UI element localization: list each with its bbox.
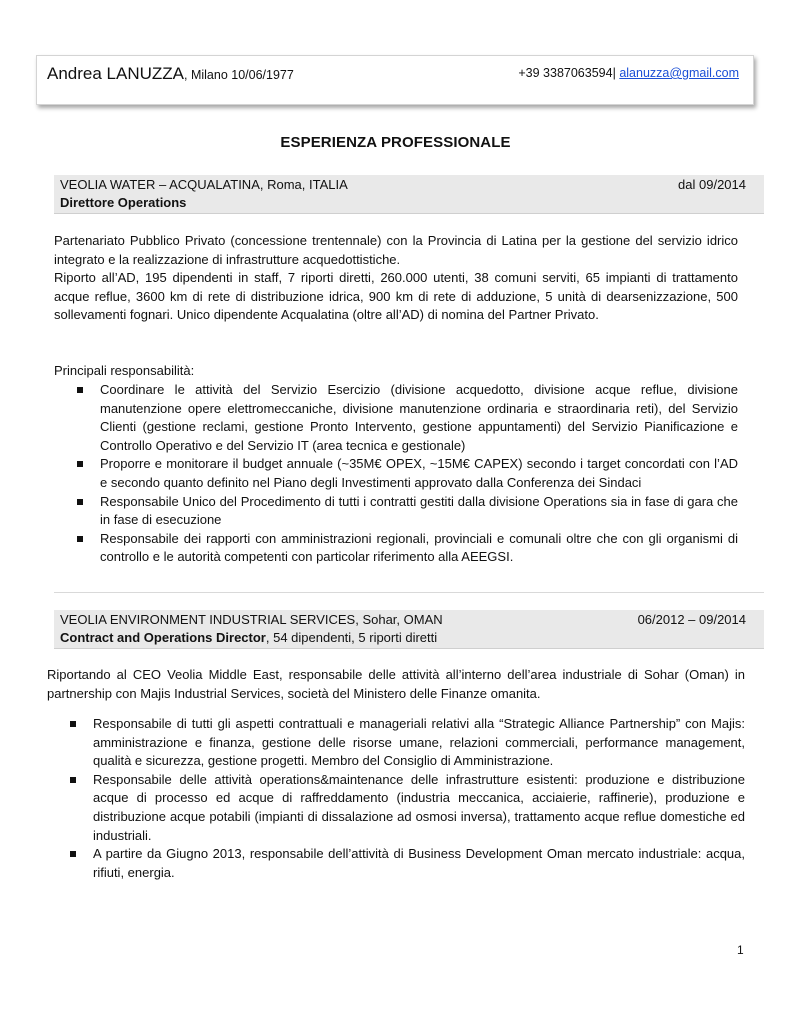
responsibilities-list [100, 381, 738, 567]
contact-info [518, 66, 739, 80]
responsibilities-label: Principali responsabilità: [54, 363, 195, 378]
list-item-text: Responsabile Unico del Procedimento di tutti i contratti gestiti dalla divisione Operations sia in fase di gara che in fase di esecuzione [100, 493, 738, 528]
list-item [100, 381, 738, 455]
bullet-square-icon [77, 499, 83, 505]
phone-number: +39 3387063594| [518, 66, 616, 80]
list-item-text: Coordinare le attività del Servizio Esercizio (divisione acquedotto, divisione acque reflue, divisione manutenzione opere elettromeccaniche, divisione manutenzione ordinaria e straordinaria reti), del Servizio Clienti (gestione reclami, gestione Pronto Intervento, gestione appuntamenti) del Servizio Pianificazione e Controllo Operativo e del Servizio IT (area tecnica e gestionale) [100, 382, 738, 453]
job-company: VEOLIA WATER – ACQUALATINA, Roma, ITALIA [60, 177, 348, 192]
header-name-line [47, 64, 294, 84]
bullet-square-icon [70, 721, 76, 727]
list-item-text: Responsabile delle attività operations&maintenance delle infrastrutture esistenti: produzione e distribuzione acque di processo ed acque di raffreddamento (industria meccanica, acciaierie, raffinerie), produzione e distribuzione acque potabili (impianti di dissalazione ad osmosi inversa), trattamento acque reflue domestiche ed industriali. [93, 771, 745, 843]
header-box [36, 55, 754, 105]
list-item [100, 493, 738, 530]
bullet-square-icon [77, 536, 83, 542]
candidate-name: Andrea LANUZZA [47, 64, 184, 83]
job-dates: dal 09/2014 [678, 177, 746, 192]
list-item-text: Proporre e monitorare il budget annuale (~35M€ OPEX, ~15M€ CAPEX) secondo i target concordati con l’AD e secondo quanto definito nel Piano degli Investimenti approvato dalla Conferenza dei Sindaci [100, 456, 738, 490]
job-company: VEOLIA ENVIRONMENT INDUSTRIAL SERVICES, Sohar, OMAN [60, 612, 443, 627]
job-role: Direttore Operations [60, 195, 187, 210]
responsibilities-list [93, 715, 745, 882]
job-header [54, 175, 764, 214]
list-item [93, 771, 745, 845]
list-item [93, 845, 745, 882]
bullet-square-icon [77, 387, 83, 393]
job-intro: Riportando al CEO Veolia Middle East, responsabile delle attività all’interno dell’area industriale di Sohar (Oman) in partnership con Majis Industrial Services, società del Ministero delle Finanze omanita. [47, 667, 745, 701]
list-item [93, 715, 745, 771]
email-link[interactable]: alanuzza@gmail.com [619, 66, 739, 80]
job-dates: 06/2012 – 09/2014 [637, 612, 746, 627]
job-header [54, 610, 764, 649]
bullet-square-icon [70, 777, 76, 783]
job-intro-details: Riporto all’AD, 195 dipendenti in staff, 7 riporti diretti, 260.000 utenti, 38 comuni serviti, 65 impianti di trattamento acque reflue, 3600 km di rete di distribuzione idrica, 900 km di rete di adduzione, 5 unità di dearsenizzazione, 500 sollevamenti fognari. Unico dipendente Acqualatina (oltre all’AD) di nomina del Partner Privato. [54, 270, 738, 323]
job-role-suffix: , 54 dipendenti, 5 riporti diretti [265, 630, 438, 645]
page-number: 1 [737, 943, 744, 957]
list-item-text: Responsabile dei rapporti con amministrazioni regionali, provinciali e comunali oltre che con gli organismi di controllo e le autorità competenti con particolar riferimento alla AEEGSI. [100, 530, 738, 565]
list-item [100, 530, 738, 567]
job-role-line [60, 195, 186, 210]
list-item [100, 455, 738, 492]
list-item-text: Responsabile di tutti gli aspetti contrattuali e manageriali relativi alla “Strategic Alliance Partnership” con Majis: amministrazione e finanza, gestione delle risorse umane, relazioni commerciali, performance management, qualità e sicurezza, gestione progetti. Membro del Consiglio di Amministrazione. [93, 716, 745, 769]
birth-info: , Milano 10/06/1977 [184, 68, 294, 82]
bullet-square-icon [77, 461, 83, 467]
bullet-square-icon [70, 851, 76, 857]
list-item-text: A partire da Giugno 2013, responsabile dell’attività di Business Development Oman mercato industriale: acqua, rifiuti, energia. [93, 846, 745, 880]
section-title: ESPERIENZA PROFESSIONALE [280, 134, 511, 151]
job-intro: Partenariato Pubblico Privato (concessione trentennale) con la Provincia di Latina per la gestione del servizio idrico integrato e la realizzazione di infrastrutture acquedottistiche. [54, 233, 738, 267]
section-divider [54, 592, 764, 593]
job-role: Contract and Operations Director [60, 630, 266, 645]
job-role-line [60, 630, 437, 645]
